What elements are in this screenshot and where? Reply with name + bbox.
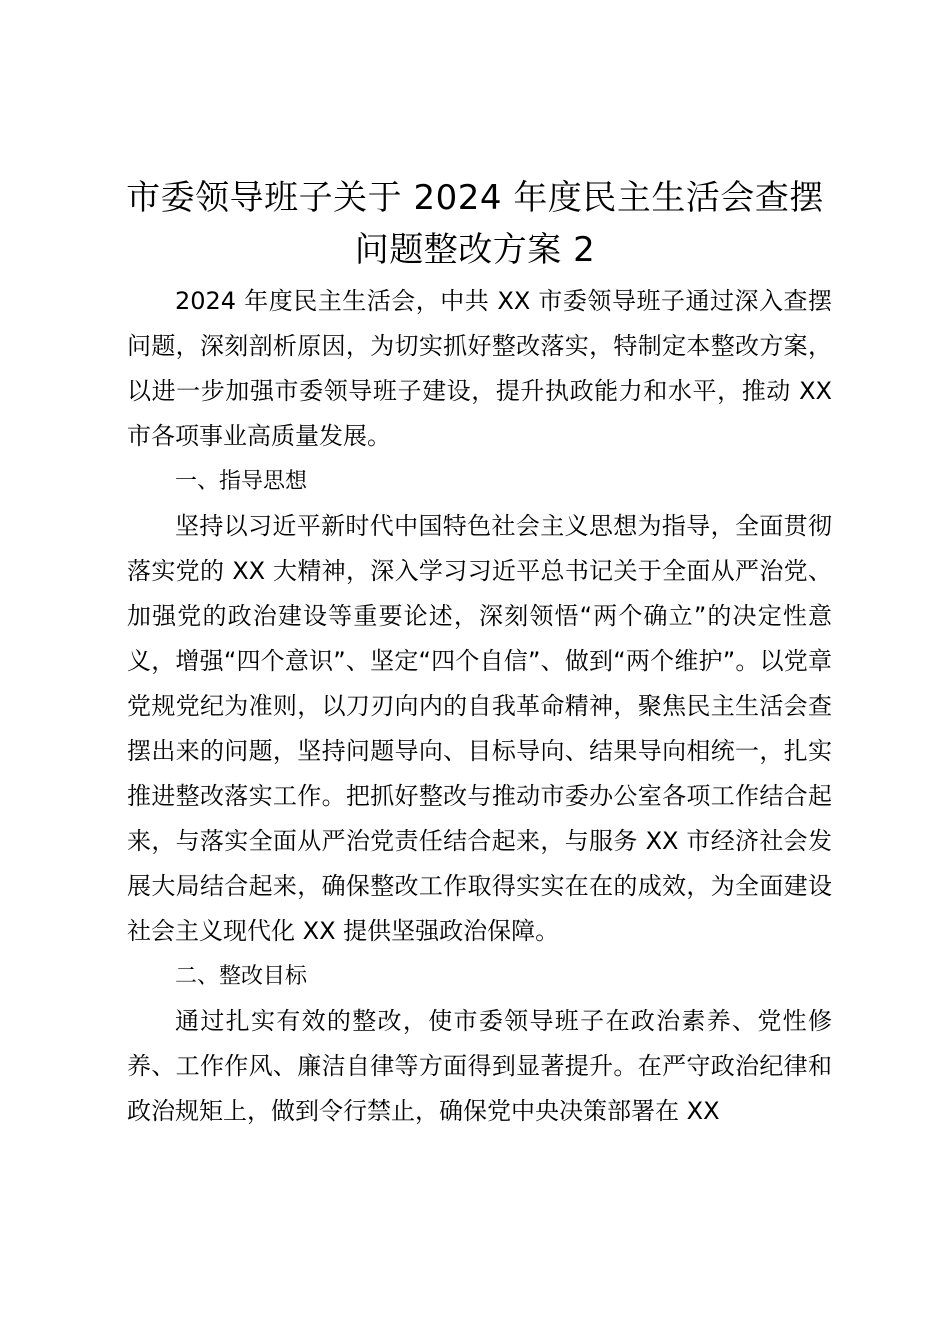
document-body xyxy=(127,279,832,1134)
section-heading-guiding-ideology: 一、指导思想 xyxy=(175,469,308,494)
document-title: 市委领导班子关于 2024 年度民主生活会查摆问题整改方案 2 xyxy=(126,178,824,270)
rectification-goals-paragraph: 通过扎实有效的整改，使市委领导班子在政治素养、党性修养、工作作风、廉洁自律等方面得到显著提升。在严守政治纪律和政治规矩上，做到令行禁止，确保党中央决策部署在 XX xyxy=(127,1007,832,1125)
intro-paragraph: 2024 年度民主生活会，中共 XX 市委领导班子通过深入查摆问题，深刻剖析原因，为切实抓好整改落实，特制定本整改方案，以进一步加强市委领导班子建设，提升执政能力和水平，推动 XX 市各项事业高质量发展。 xyxy=(127,287,832,450)
section-heading-rectification-goals: 二、整改目标 xyxy=(175,964,308,989)
guiding-ideology-paragraph: 坚持以习近平新时代中国特色社会主义思想为指导，全面贯彻落实党的 XX 大精神，深入学习习近平总书记关于全面从严治党、加强党的政治建设等重要论述，深刻领悟“两个确立”的决定性意义，增强“四个意识”、坚定“四个自信”、做到“两个维护”。以党章党规党纪为准则，以刀刃向内的自我革命精神，聚焦民主生活会查摆出来的问题，坚持问题导向、目标导向、结果导向相统一，扎实推进整改落实工作。把抓好整改与推动市委办公室各项工作结合起来，与落实全面从严治党责任结合起来，与服务 XX 市经济社会发展大局结合起来，确保整改工作取得实实在在的成效，为全面建设社会主义现代化 XX 提供坚强政治保障。 xyxy=(127,512,832,945)
